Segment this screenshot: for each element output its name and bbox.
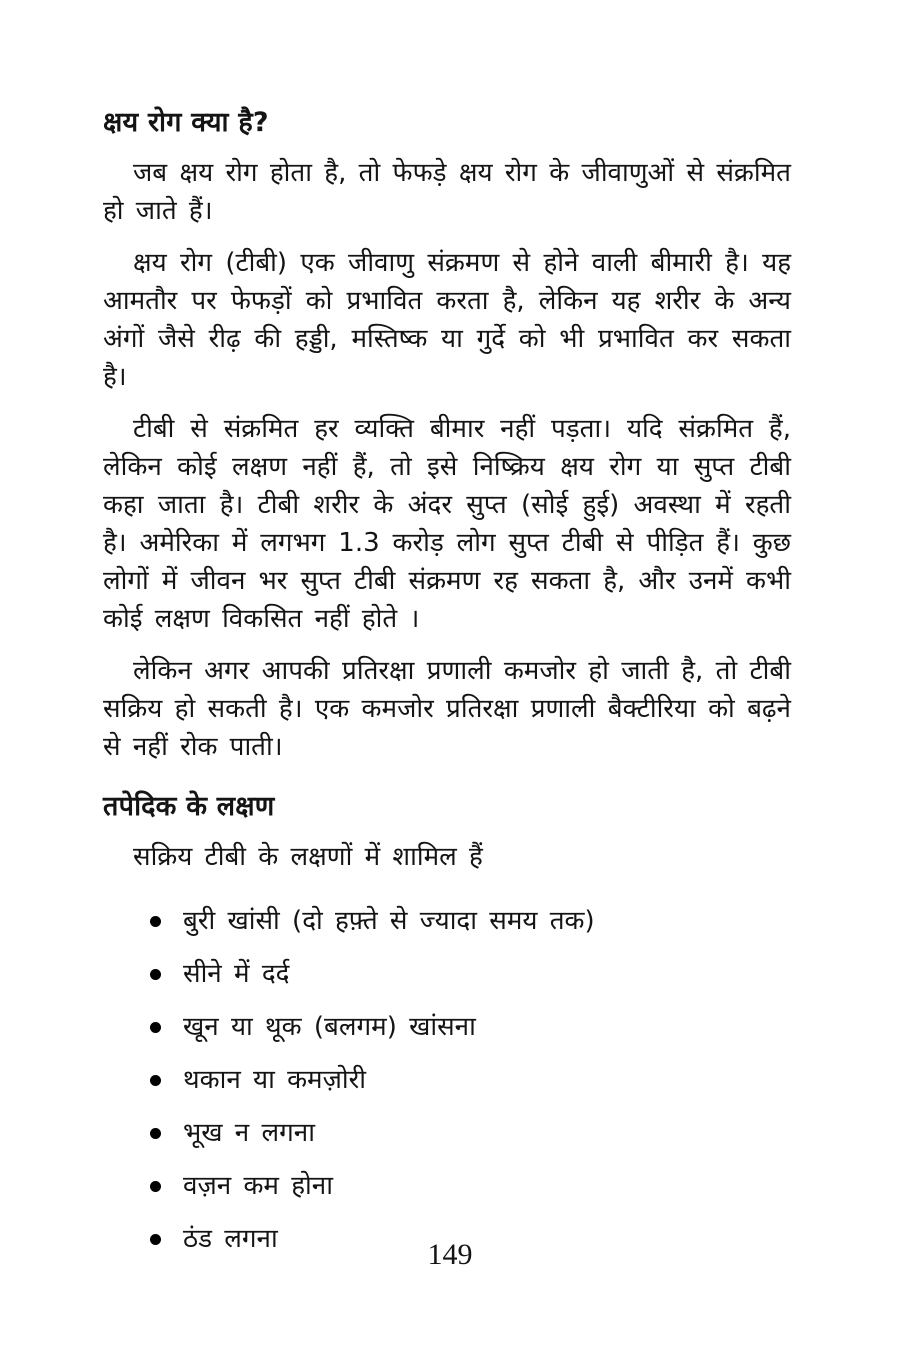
paragraph-latent-tb: टीबी से संक्रमित हर व्यक्ति बीमार नहीं पड़ता। यदि संक्रमित हैं, लेकिन कोई लक्षण नहीं हैं, तो इसे निष्क्रिय क्षय रोग या सुप्त टीबी कहा जाता है। टीबी शरीर के अंदर सुप्त (सोई हुई) अवस्था में रहती है। अमेरिका में लगभग 1.3 करोड़ लोग सुप्त टीबी से पीड़ित हैं। कुछ लोगों में जीवन भर सुप्त टीबी संक्रमण रह सकता है, और उनमें कभी कोई लक्षण विकसित नहीं होते । [103,414,791,634]
list-item-weight-loss [103,1167,791,1205]
symptoms-intro: सक्रिय टीबी के लक्षणों में शामिल हैं [133,842,483,872]
bullet-icon [150,969,161,980]
symptoms-list [103,902,791,1258]
list-item-label: खून या थूक (बलगम) खांसना [183,1012,476,1042]
list-item-appetite-loss [103,1114,791,1152]
list-item-fatigue [103,1061,791,1099]
section-heading-tb-symptoms: तपेदिक के लक्षण [103,791,275,822]
list-item-label: वज़न कम होना [183,1171,333,1201]
list-item-chest-pain [103,955,791,993]
list-item-bad-cough [103,902,791,940]
paragraph-immune-system: लेकिन अगर आपकी प्रतिरक्षा प्रणाली कमजोर हो जाती है, तो टीबी सक्रिय हो सकती है। एक कमजोर प्रतिरक्षा प्रणाली बैक्टीरिया को बढ़ने से नहीं रोक पाती। [103,656,791,762]
list-item-coughing-blood [103,1008,791,1046]
paragraph-tb-definition: क्षय रोग (टीबी) एक जीवाणु संक्रमण से होने वाली बीमारी है। यह आमतौर पर फेफड़ों को प्रभावित करता है, लेकिन यह शरीर के अन्य अंगों जैसे रीढ़ की हड्डी, मस्तिष्क या गुर्दे को भी प्रभावित कर सकता है। [103,248,791,392]
list-item-label: बुरी खांसी (दो हफ़्ते से ज्यादा समय तक) [183,906,595,936]
paragraph-tb-infection: जब क्षय रोग होता है, तो फेफड़े क्षय रोग के जीवाणुओं से संक्रमित हो जाते हैं। [103,158,791,226]
list-item-label: थकान या कमज़ोरी [183,1065,366,1095]
list-item-label: भूख न लगना [183,1118,315,1148]
list-item-label: ठंड लगना [183,1224,278,1254]
page-content [103,0,791,1273]
page-number: 149 [427,1238,473,1271]
list-item-label: सीने में दर्द [183,959,290,989]
bullet-icon [150,916,161,927]
bullet-icon [150,1181,161,1192]
bullet-icon [150,1128,161,1139]
bullet-icon [150,1075,161,1086]
bullet-icon [150,1022,161,1033]
section-heading-what-is-tb: क्षय रोग क्या है? [103,107,269,138]
